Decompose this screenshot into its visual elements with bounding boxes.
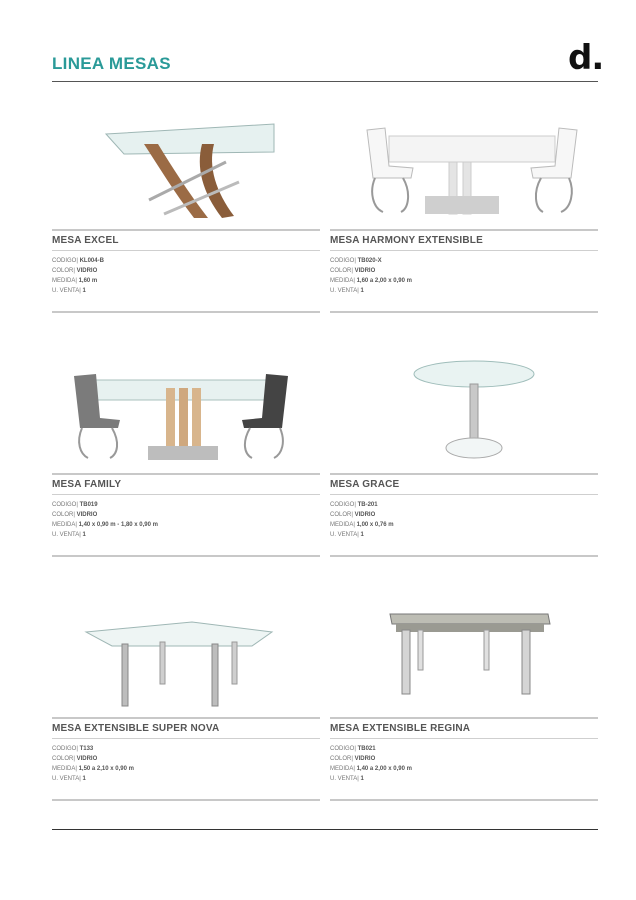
card-bottom-rule xyxy=(330,311,598,313)
product-card xyxy=(330,229,598,319)
card-top-rule xyxy=(52,473,320,475)
card-top-rule xyxy=(330,229,598,231)
card-bottom-rule xyxy=(52,311,320,313)
product-image-regina xyxy=(388,612,552,698)
card-top-rule xyxy=(330,473,598,475)
card-bottom-rule xyxy=(52,799,320,801)
product-card xyxy=(52,229,320,319)
product-image-super-nova xyxy=(82,618,276,710)
product-name: MESA EXTENSIBLE SUPER NOVA xyxy=(52,723,220,734)
header-divider xyxy=(52,81,598,82)
card-bottom-rule xyxy=(330,555,598,557)
spec-color: COLOR| VIDRIO xyxy=(52,512,98,518)
product-name: MESA EXTENSIBLE REGINA xyxy=(330,723,471,734)
spec-medida: MEDIDA| 1,40 x 0,90 m - 1,80 x 0,90 m xyxy=(52,522,158,528)
spec-medida: MEDIDA| 1,50 a 2,10 x 0,90 m xyxy=(52,766,134,772)
product-name: MESA HARMONY EXTENSIBLE xyxy=(330,235,483,246)
product-name: MESA FAMILY xyxy=(52,479,122,490)
page-title: LINEA MESAS xyxy=(52,54,171,73)
spec-codigo: CODIGO| TB019 xyxy=(52,502,98,508)
product-card xyxy=(330,473,598,563)
spec-codigo: CODIGO| KL004-B xyxy=(52,258,104,264)
product-specs xyxy=(52,256,104,296)
product-specs xyxy=(52,744,134,784)
spec-venta: U. VENTA| 1 xyxy=(52,288,86,294)
card-top-rule xyxy=(52,717,320,719)
card-top-rule xyxy=(330,717,598,719)
product-specs xyxy=(330,500,394,540)
spec-color: COLOR| VIDRIO xyxy=(330,512,376,518)
spec-color: COLOR| VIDRIO xyxy=(330,756,376,762)
card-mid-rule xyxy=(52,738,320,739)
spec-codigo: CODIGO| TB020-X xyxy=(330,258,382,264)
spec-medida: MEDIDA| 1,00 x 0,76 m xyxy=(330,522,394,528)
spec-codigo: CODIGO| T133 xyxy=(52,746,94,752)
product-name: MESA EXCEL xyxy=(52,235,119,246)
spec-venta: U. VENTA| 1 xyxy=(330,532,364,538)
spec-medida: MEDIDA| 1,40 a 2,00 x 0,90 m xyxy=(330,766,412,772)
spec-color: COLOR| VIDRIO xyxy=(52,268,98,274)
card-mid-rule xyxy=(330,494,598,495)
product-specs xyxy=(330,256,412,296)
card-mid-rule xyxy=(330,250,598,251)
product-name: MESA GRACE xyxy=(330,479,400,490)
footer-divider xyxy=(52,829,598,830)
card-bottom-rule xyxy=(330,799,598,801)
brand-logo: d. xyxy=(568,38,604,78)
product-card xyxy=(52,717,320,807)
card-mid-rule xyxy=(52,494,320,495)
spec-color: COLOR| VIDRIO xyxy=(52,756,98,762)
spec-codigo: CODIGO| TB021 xyxy=(330,746,376,752)
card-top-rule xyxy=(52,229,320,231)
product-specs xyxy=(330,744,412,784)
product-card xyxy=(330,717,598,807)
card-mid-rule xyxy=(52,250,320,251)
card-mid-rule xyxy=(330,738,598,739)
product-card xyxy=(52,473,320,563)
product-image-grace xyxy=(412,358,536,464)
spec-venta: U. VENTA| 1 xyxy=(52,532,86,538)
product-image-excel xyxy=(104,122,276,222)
spec-medida: MEDIDA| 1,60 m xyxy=(52,278,98,284)
spec-venta: U. VENTA| 1 xyxy=(52,776,86,782)
product-image-harmony xyxy=(363,122,581,220)
spec-venta: U. VENTA| 1 xyxy=(330,288,364,294)
spec-codigo: CODIGO| TB-201 xyxy=(330,502,378,508)
spec-color: COLOR| VIDRIO xyxy=(330,268,376,274)
spec-medida: MEDIDA| 1,60 a 2,00 x 0,90 m xyxy=(330,278,412,284)
product-image-family xyxy=(70,372,292,462)
product-specs xyxy=(52,500,158,540)
card-bottom-rule xyxy=(52,555,320,557)
spec-venta: U. VENTA| 1 xyxy=(330,776,364,782)
